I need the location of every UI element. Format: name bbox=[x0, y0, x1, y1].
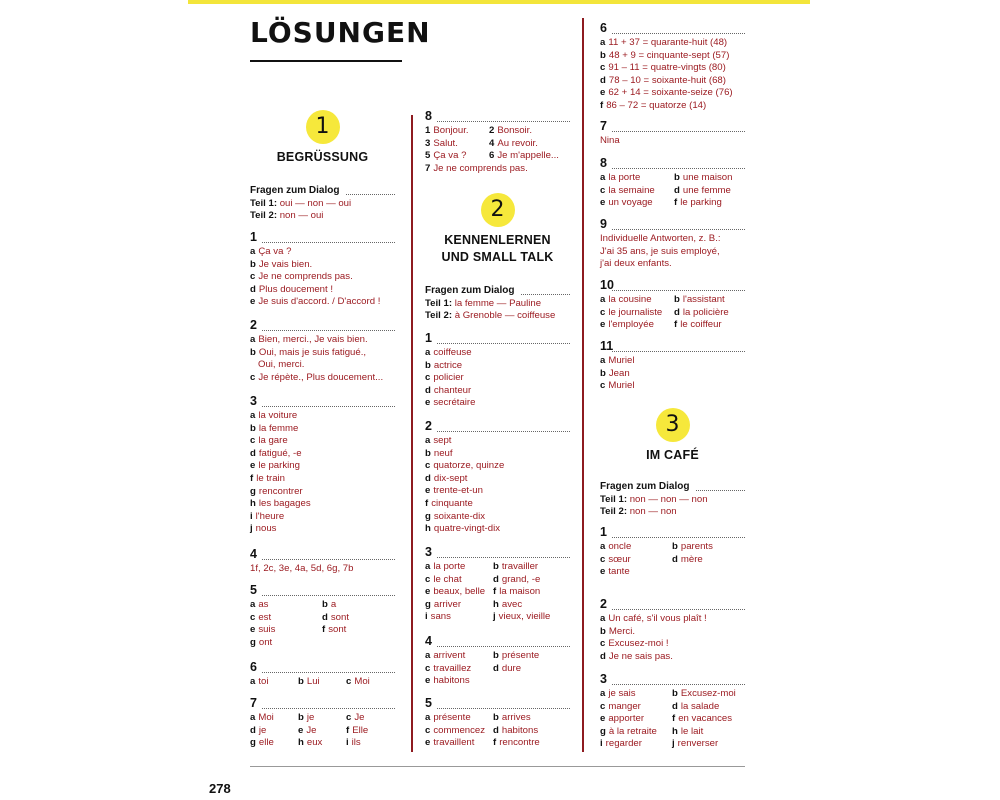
exercise-u1-3: 3 a la voiture b la femme c la gare d fatigué, -e e le parking f le train g rencontrer h les bagages i l'heure j nous bbox=[250, 395, 395, 536]
exercise-u2-4: 4 a arrivent b présente c travaillez d dure e habitons bbox=[425, 635, 570, 688]
exercise-number: 7 bbox=[250, 697, 395, 712]
exercise-u3-1: 1 a oncle b parents c sœur d mère e tante bbox=[600, 526, 745, 579]
exercise-number: 11 bbox=[600, 340, 745, 355]
exercise-number: 3 bbox=[250, 395, 395, 410]
exercise-u2-7: 7 Nina bbox=[600, 120, 745, 148]
exercise-u1-5: 5 a as b a c est d sont e suis f sont g ont bbox=[250, 584, 395, 649]
fragen-heading: Fragen zum Dialog bbox=[425, 285, 570, 298]
exercise-u1-8: 8 1 Bonjour. 2 Bonsoir. 3 Salut. 4 Au revoir. 5 Ça va ? 6 Je m'appelle... 7 Je ne comprends pas. bbox=[425, 110, 570, 175]
unit-3-header bbox=[600, 408, 745, 464]
exercise-number: 2 bbox=[600, 598, 745, 613]
unit-number-badge: 2 bbox=[481, 193, 515, 227]
top-yellow-bar bbox=[188, 0, 810, 4]
exercise-u1-1: 1 a Ça va ? b Je vais bien. c Je ne comprends pas. d Plus doucement ! e Je suis d'accord. / D'accord ! bbox=[250, 231, 395, 309]
exercise-number: 7 bbox=[600, 120, 745, 135]
exercise-u2-6: 6 a 11 + 37 = quarante-huit (48) b 48 + 9 = cinquante-sept (57) c 91 – 11 = quatre-vingts (80) d 78 – 10 = soixante-huit (68) e 62 + 14 = soixante-seize (76) f 86 – 72 = quatorze (14) bbox=[600, 22, 745, 113]
fragen-zum-dialog-u3: Fragen zum Dialog Teil 1: non — non — non Teil 2: non — non bbox=[600, 481, 745, 519]
title-rule bbox=[250, 60, 402, 62]
exercise-number: 6 bbox=[250, 661, 395, 676]
exercise-u3-3: 3 a je sais b Excusez-moi c manger d la salade e apporter f en vacances g à la retraite h le lait i regarder j renverser bbox=[600, 673, 745, 751]
fragen-heading: Fragen zum Dialog bbox=[600, 481, 745, 494]
exercise-number: 3 bbox=[425, 546, 570, 561]
exercise-number: 1 bbox=[425, 332, 570, 347]
unit-number-badge: 3 bbox=[656, 408, 690, 442]
unit-title: IM CAFÉ bbox=[646, 448, 699, 462]
column-divider-right bbox=[582, 18, 584, 752]
column-divider-left bbox=[411, 115, 413, 752]
page-title: LÖSUNGEN bbox=[250, 16, 431, 49]
exercise-u2-8: 8 a la porte b une maison c la semaine d une femme e un voyage f le parking bbox=[600, 157, 745, 210]
bottom-rule bbox=[250, 766, 745, 767]
fragen-zum-dialog-u1: Fragen zum Dialog Teil 1: oui — non — oui Teil 2: non — oui bbox=[250, 185, 395, 223]
exercise-u2-2: 2 a sept b neuf c quatorze, quinze d dix-sept e trente-et-un f cinquante g soixante-dix h quatre-vingt-dix bbox=[425, 420, 570, 536]
exercise-number: 4 bbox=[425, 635, 570, 650]
exercise-number: 3 bbox=[600, 673, 745, 688]
unit-1-header bbox=[250, 110, 395, 166]
exercise-u3-2: 2 a Un café, s'il vous plaît ! b Merci. c Excusez-moi ! d Je ne sais pas. bbox=[600, 598, 745, 663]
exercise-number: 4 bbox=[250, 548, 395, 563]
unit-number-badge: 1 bbox=[306, 110, 340, 144]
unit-title: KENNENLERNEN UND SMALL TALK bbox=[441, 233, 554, 264]
exercise-number: 2 bbox=[250, 319, 395, 334]
fragen-zum-dialog-u2: Fragen zum Dialog Teil 1: la femme — Pauline Teil 2: à Grenoble — coiffeuse bbox=[425, 285, 570, 323]
exercise-u2-1: 1 a coiffeuse b actrice c policier d chanteur e secrétaire bbox=[425, 332, 570, 410]
exercise-number: 8 bbox=[600, 157, 745, 172]
exercise-u1-7: 7 a Moi b je c Je d je e Je f Elle g elle h eux i ils bbox=[250, 697, 395, 750]
exercise-number: 10 bbox=[600, 279, 745, 294]
exercise-u2-3: 3 a la porte b travailler c le chat d grand, -e e beaux, belle f la maison g arriver h avec i sans j vieux, vieille bbox=[425, 546, 570, 624]
exercise-u2-5: 5 a présente b arrives c commencez d habitons e travaillent f rencontre bbox=[425, 697, 570, 750]
fragen-heading: Fragen zum Dialog bbox=[250, 185, 395, 198]
exercise-u2-9: 9 Individuelle Antworten, z. B.: J'ai 35 ans, je suis employé, j'ai deux enfants. bbox=[600, 218, 745, 271]
exercise-number: 1 bbox=[250, 231, 395, 246]
page-number: 278 bbox=[209, 781, 231, 796]
exercise-number: 5 bbox=[250, 584, 395, 599]
exercise-number: 9 bbox=[600, 218, 745, 233]
exercise-number: 5 bbox=[425, 697, 570, 712]
unit-2-header bbox=[425, 193, 570, 266]
exercise-number: 8 bbox=[425, 110, 570, 125]
exercise-u2-11: 11 a Muriel b Jean c Muriel bbox=[600, 340, 745, 393]
exercise-number: 1 bbox=[600, 526, 745, 541]
exercise-u1-2: 2 a Bien, merci., Je vais bien. b Oui, mais je suis fatigué., Oui, merci. c Je répète., Plus doucement... bbox=[250, 319, 395, 384]
exercise-u1-4: 4 1f, 2c, 3e, 4a, 5d, 6g, 7b bbox=[250, 548, 395, 576]
exercise-number: 6 bbox=[600, 22, 745, 37]
exercise-number: 2 bbox=[425, 420, 570, 435]
unit-title: BEGRÜSSUNG bbox=[276, 150, 369, 164]
exercise-u2-10: 10 a la cousine b l'assistant c le journaliste d la policière e l'employée f le coiffeur bbox=[600, 279, 745, 332]
exercise-u1-6: 6 a toi b Lui c Moi bbox=[250, 661, 395, 689]
